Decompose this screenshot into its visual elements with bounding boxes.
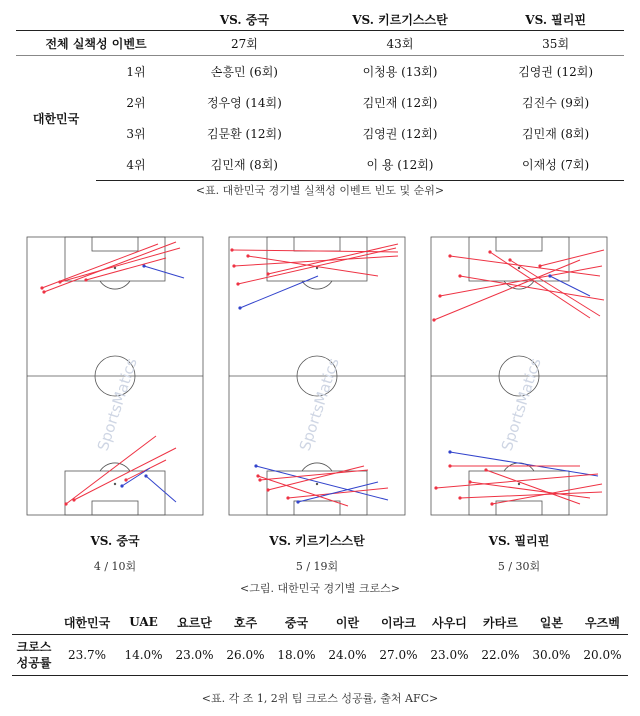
table-cell: 이 용 (12회) — [313, 149, 487, 181]
rate-value: 22.0% — [475, 635, 526, 676]
cross-origin-dot — [266, 488, 269, 491]
team-header: 대한민국 — [56, 610, 118, 635]
rate-value: 24.0% — [322, 635, 373, 676]
cross-origin-dot — [432, 318, 435, 321]
cross-origin-dot — [296, 500, 299, 503]
pitch-diagram — [430, 236, 608, 516]
table-cell: 김영권 (12회) — [362, 127, 438, 141]
event-total-label: 전체 실책성 이벤트 — [16, 31, 176, 56]
team-header: 중국 — [271, 610, 322, 635]
cross-line — [144, 266, 184, 278]
pitch-count: 4 / 10회 — [93, 560, 137, 573]
rate-value: 23.7% — [56, 635, 118, 676]
pitch-philippines — [430, 236, 608, 516]
cross-origin-dot — [124, 478, 127, 481]
cross-origin-dot — [438, 294, 441, 297]
table-cell: 김민재 (12회) — [362, 96, 438, 110]
row-label: 크로스 성공률 — [12, 635, 56, 676]
cross-origin-dot — [120, 484, 123, 487]
pitch-diagram — [228, 236, 406, 516]
table-cell: 손흥민 (6회) — [210, 65, 278, 79]
pitch-kyrgyzstan — [228, 236, 406, 516]
cross-origin-dot — [266, 272, 269, 275]
table-cell: 김문환 (12회) — [206, 127, 282, 141]
cross-origin-dot — [448, 450, 451, 453]
cross-origin-dot — [434, 486, 437, 489]
cross-origin-dot — [142, 264, 145, 267]
rate-value: 23.0% — [424, 635, 475, 676]
team-label: 대한민국 — [32, 111, 80, 126]
cross-rate-table — [12, 610, 628, 676]
cross-line — [258, 476, 348, 506]
team-header: 우즈벡 — [577, 610, 628, 635]
event-count: 35회 — [487, 31, 624, 56]
cross-origin-dot — [254, 464, 257, 467]
cross-origin-dot — [286, 496, 289, 499]
pitch-label: VS. 중국 — [90, 534, 140, 548]
cross-origin-dot — [548, 274, 551, 277]
table2-caption: <표. 각 조 1, 2위 팀 크로스 성공률, 출처 AFC> — [201, 692, 439, 705]
cross-origin-dot — [40, 286, 43, 289]
pitch-diagram — [26, 236, 204, 516]
team-header: 이라크 — [373, 610, 424, 635]
cross-origin-dot — [72, 498, 75, 501]
rank-label: 2위 — [126, 96, 146, 110]
event-count: 27회 — [176, 31, 313, 56]
table1-caption: <표. 대한민국 경기별 실책성 이벤트 빈도 및 순위> — [195, 184, 445, 197]
table-cell: 김영권 (12회) — [518, 65, 594, 79]
watermark: SportsMatics — [93, 355, 141, 454]
cross-line — [450, 256, 600, 276]
team-header: 카타르 — [475, 610, 526, 635]
table-cell: 김민재 (8회) — [176, 149, 313, 181]
cross-origin-dot — [448, 254, 451, 257]
team-header: 일본 — [526, 610, 577, 635]
cross-line — [550, 276, 590, 296]
rank-label: 4위 — [96, 149, 176, 181]
cross-origin-dot — [468, 480, 471, 483]
rate-value: 30.0% — [526, 635, 577, 676]
team-header: 요르단 — [169, 610, 220, 635]
cross-line — [238, 248, 396, 284]
team-header: 이란 — [322, 610, 373, 635]
cross-line — [470, 482, 590, 498]
cross-origin-dot — [488, 250, 491, 253]
cross-origin-dot — [238, 306, 241, 309]
pitch-label: VS. 필리핀 — [488, 534, 550, 548]
watermark: SportsMatics — [497, 355, 545, 454]
rate-value: 23.0% — [169, 635, 220, 676]
pitch-china — [26, 236, 204, 516]
rate-value: 18.0% — [271, 635, 322, 676]
cross-origin-dot — [144, 474, 147, 477]
cross-origin-dot — [256, 474, 259, 477]
cross-origin-dot — [448, 464, 451, 467]
cross-origin-dot — [484, 468, 487, 471]
table-cell: 김민재 (8회) — [522, 127, 590, 141]
cross-line — [450, 452, 598, 476]
cross-origin-dot — [42, 290, 45, 293]
rate-value: 14.0% — [118, 635, 169, 676]
cross-origin-dot — [236, 282, 239, 285]
cross-origin-dot — [84, 278, 87, 281]
table-cell: 정우영 (14회) — [206, 96, 282, 110]
cross-line — [232, 250, 398, 252]
cross-origin-dot — [538, 264, 541, 267]
cross-origin-dot — [458, 496, 461, 499]
cross-origin-dot — [258, 478, 261, 481]
event-count: 43회 — [313, 31, 487, 56]
cross-line — [60, 248, 180, 282]
cross-origin-dot — [458, 274, 461, 277]
figure-caption: <그림. 대한민국 경기별 크로스> — [240, 582, 400, 595]
watermark: SportsMatics — [295, 355, 343, 454]
table-cell: 이재성 (7회) — [487, 149, 624, 181]
cross-line — [298, 482, 378, 502]
pitch-label: VS. 키르기스스탄 — [269, 534, 365, 548]
team-header: 호주 — [220, 610, 271, 635]
event-table — [16, 8, 624, 181]
cross-line — [44, 242, 176, 292]
pitch-count: 5 / 30회 — [497, 560, 541, 573]
cross-origin-dot — [508, 258, 511, 261]
team-header: UAE — [118, 610, 169, 635]
table-cell: 이청용 (13회) — [362, 65, 438, 79]
header-kyrgyzstan: VS. 키르기스스탄 — [352, 12, 448, 27]
table-cell: 김진수 (9회) — [522, 96, 590, 110]
cross-origin-dot — [58, 280, 61, 283]
header-china: VS. 중국 — [219, 12, 269, 27]
rate-value: 20.0% — [577, 635, 628, 676]
cross-origin-dot — [490, 502, 493, 505]
rank-label: 1위 — [126, 65, 146, 79]
cross-origin-dot — [230, 248, 233, 251]
rank-label: 3위 — [126, 127, 146, 141]
cross-line — [74, 448, 176, 500]
team-header: 사우디 — [424, 610, 475, 635]
cross-line — [486, 470, 580, 504]
cross-origin-dot — [64, 502, 67, 505]
cross-origin-dot — [246, 254, 249, 257]
header-philippines: VS. 필리핀 — [525, 12, 586, 27]
cross-line — [440, 266, 602, 296]
rate-value: 27.0% — [373, 635, 424, 676]
cross-origin-dot — [232, 264, 235, 267]
pitch-count: 5 / 19회 — [295, 560, 339, 573]
cross-line — [146, 476, 176, 502]
rate-value: 26.0% — [220, 635, 271, 676]
